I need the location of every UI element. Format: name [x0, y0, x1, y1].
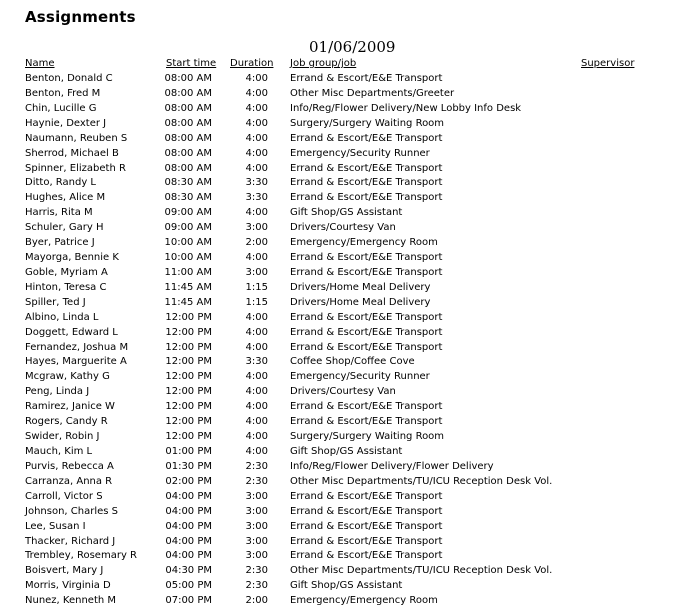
assignment-name: Sherrod, Michael B: [25, 147, 119, 159]
assignment-row: [0, 386, 699, 401]
assignment-name: Benton, Donald C: [25, 73, 113, 84]
assignment-job: Errand & Escort/E&E Transport: [290, 416, 443, 428]
assignment-start-time: 12:00 PM: [165, 386, 212, 398]
assignment-job: Errand & Escort/E&E Transport: [290, 490, 443, 502]
assignment-row: [0, 252, 699, 267]
assignment-row: [0, 103, 699, 118]
assignment-duration: 4:00: [245, 386, 268, 398]
assignment-start-time: 12:00 PM: [165, 356, 212, 368]
assignment-duration: 4:00: [245, 117, 268, 129]
assignment-duration: 4:00: [245, 431, 268, 443]
assignment-job: Surgery/Surgery Waiting Room: [290, 431, 445, 443]
assignment-job: Emergency/Emergency Room: [290, 237, 438, 249]
assignment-start-time: 08:00 AM: [164, 132, 212, 144]
assignment-duration: 3:00: [245, 550, 268, 562]
assignment-row: [0, 237, 699, 252]
assignment-row: [0, 356, 699, 371]
assignment-name: Ramirez, Janice W: [25, 401, 115, 413]
assignment-row: [0, 461, 699, 476]
assignment-start-time: 08:00 AM: [164, 73, 212, 84]
assignment-name: Naumann, Reuben S: [25, 132, 128, 144]
assignment-start-time: 04:30 PM: [165, 565, 212, 577]
assignment-row: [0, 580, 699, 595]
assignment-duration: 4:00: [245, 252, 268, 264]
assignment-name: Carranza, Anna R: [25, 475, 113, 487]
assignment-row: [0, 133, 699, 148]
assignment-duration: 4:00: [245, 147, 268, 159]
report-title: Assignments: [25, 8, 136, 26]
assignment-start-time: 12:00 PM: [165, 371, 212, 383]
assignment-row: [0, 88, 699, 103]
assignment-job: Emergency/Security Runner: [290, 371, 430, 383]
assignment-start-time: 08:00 AM: [164, 162, 212, 174]
assignment-job: Errand & Escort/E&E Transport: [290, 535, 443, 547]
assignment-duration: 1:15: [245, 281, 268, 293]
assignment-name: Goble, Myriam A: [25, 266, 108, 278]
assignment-name: Peng, Linda J: [25, 386, 90, 398]
assignment-name: Swider, Robin J: [25, 431, 100, 443]
assignment-start-time: 04:00 PM: [165, 505, 212, 517]
assignment-duration: 3:30: [245, 177, 268, 189]
assignment-name: Morris, Virginia D: [25, 580, 111, 592]
assignment-duration: 4:00: [245, 207, 268, 219]
assignment-start-time: 08:00 AM: [164, 102, 212, 114]
assignment-row: [0, 476, 699, 491]
assignment-row: [0, 312, 699, 327]
assignment-name: Spiller, Ted J: [25, 296, 86, 308]
assignment-name: Harris, Rita M: [25, 207, 93, 219]
assignment-name: Boisvert, Mary J: [25, 565, 104, 577]
assignment-name: Haynie, Dexter J: [25, 117, 107, 129]
assignment-row: [0, 207, 699, 222]
assignment-name: Lee, Susan I: [25, 520, 86, 532]
assignment-start-time: 12:00 PM: [165, 416, 212, 428]
assignment-duration: 2:00: [245, 237, 268, 249]
assignment-duration: 4:00: [245, 132, 268, 144]
assignment-job: Drivers/Courtesy Van: [290, 222, 396, 234]
assignment-name: Hughes, Alice M: [25, 192, 106, 204]
assignment-row: [0, 506, 699, 521]
assignment-start-time: 08:00 AM: [164, 147, 212, 159]
assignment-row: [0, 431, 699, 446]
assignment-job: Errand & Escort/E&E Transport: [290, 520, 443, 532]
assignment-name: Mayorga, Bennie K: [25, 252, 119, 264]
assignment-duration: 4:00: [245, 162, 268, 174]
assignment-duration: 3:00: [245, 266, 268, 278]
column-header-job[interactable]: Job group/job: [290, 58, 357, 69]
assignment-job: Errand & Escort/E&E Transport: [290, 177, 443, 189]
assignment-duration: 3:00: [245, 222, 268, 234]
assignment-duration: 4:00: [245, 73, 268, 84]
assignment-duration: 3:00: [245, 505, 268, 517]
assignment-name: Mcgraw, Kathy G: [25, 371, 110, 383]
assignment-job: Drivers/Home Meal Delivery: [290, 296, 431, 308]
assignment-duration: 2:30: [245, 460, 268, 472]
assignment-job: Other Misc Departments/Greeter: [290, 87, 455, 99]
assignment-job: Errand & Escort/E&E Transport: [290, 341, 443, 353]
assignment-job: Errand & Escort/E&E Transport: [290, 162, 443, 174]
assignment-name: Albino, Linda L: [25, 311, 99, 323]
assignment-duration: 4:00: [245, 341, 268, 353]
report-date: 01/06/2009: [309, 38, 396, 56]
assignment-job: Errand & Escort/E&E Transport: [290, 311, 443, 323]
assignment-job: Errand & Escort/E&E Transport: [290, 132, 443, 144]
assignment-row: [0, 192, 699, 207]
assignment-job: Surgery/Surgery Waiting Room: [290, 117, 445, 129]
assignment-row: [0, 342, 699, 357]
assignment-duration: 3:00: [245, 535, 268, 547]
assignment-job: Gift Shop/GS Assistant: [290, 580, 403, 592]
assignment-job: Gift Shop/GS Assistant: [290, 446, 403, 457]
assignment-name: Hayes, Marguerite A: [25, 356, 127, 368]
assignment-row: [0, 416, 699, 431]
assignment-start-time: 12:00 PM: [165, 311, 212, 323]
assignment-job: Errand & Escort/E&E Transport: [290, 550, 443, 562]
assignment-start-time: 04:00 PM: [165, 520, 212, 532]
assignment-job: Errand & Escort/E&E Transport: [290, 266, 443, 278]
assignment-job: Emergency/Emergency Room: [290, 595, 438, 607]
assignment-job: Errand & Escort/E&E Transport: [290, 252, 443, 264]
assignment-name: Mauch, Kim L: [25, 446, 93, 457]
assignment-name: Chin, Lucille G: [25, 102, 97, 114]
assignment-start-time: 01:00 PM: [165, 446, 212, 457]
assignment-duration: 2:30: [245, 475, 268, 487]
assignment-name: Benton, Fred M: [25, 87, 101, 99]
assignment-row: [0, 118, 699, 133]
assignment-duration: 4:00: [245, 371, 268, 383]
assignment-start-time: 08:30 AM: [164, 177, 212, 189]
assignment-name: Carroll, Victor S: [25, 490, 103, 502]
assignment-duration: 4:00: [245, 102, 268, 114]
assignment-start-time: 08:00 AM: [164, 117, 212, 129]
assignment-duration: 4:00: [245, 401, 268, 413]
assignment-job: Drivers/Courtesy Van: [290, 386, 396, 398]
assignment-duration: 3:30: [245, 356, 268, 368]
assignment-name: Hinton, Teresa C: [25, 281, 107, 293]
assignment-start-time: 11:45 AM: [164, 296, 212, 308]
assignment-start-time: 12:00 PM: [165, 431, 212, 443]
assignment-job: Errand & Escort/E&E Transport: [290, 505, 443, 517]
assignment-row: [0, 267, 699, 282]
assignment-duration: 3:00: [245, 520, 268, 532]
assignment-start-time: 08:30 AM: [164, 192, 212, 204]
assignment-job: Info/Reg/Flower Delivery/New Lobby Info Desk: [290, 102, 522, 114]
assignment-name: Rogers, Candy R: [25, 416, 108, 428]
assignment-start-time: 07:00 PM: [165, 595, 212, 607]
assignment-row: [0, 401, 699, 416]
assignment-start-time: 11:45 AM: [164, 281, 212, 293]
assignment-name: Fernandez, Joshua M: [25, 341, 129, 353]
assignment-row: [0, 297, 699, 312]
assignment-duration: 3:30: [245, 192, 268, 204]
assignment-job: Coffee Shop/Coffee Cove: [290, 356, 415, 368]
assignment-duration: 4:00: [245, 446, 268, 457]
assignment-row: [0, 595, 699, 610]
assignment-duration: 2:30: [245, 565, 268, 577]
assignment-name: Purvis, Rebecca A: [25, 460, 114, 472]
assignment-start-time: 08:00 AM: [164, 87, 212, 99]
assignment-job: Gift Shop/GS Assistant: [290, 207, 403, 219]
assignment-row: [0, 491, 699, 506]
assignment-job: Info/Reg/Flower Delivery/Flower Delivery: [290, 460, 494, 472]
assignment-start-time: 10:00 AM: [164, 237, 212, 249]
column-header-name[interactable]: Name: [25, 58, 55, 69]
assignment-row: [0, 282, 699, 297]
assignment-start-time: 04:00 PM: [165, 550, 212, 562]
assignment-job: Other Misc Departments/TU/ICU Reception Desk Vol.: [290, 475, 553, 487]
assignment-job: Errand & Escort/E&E Transport: [290, 73, 443, 84]
assignment-start-time: 02:00 PM: [165, 475, 212, 487]
assignment-row: [0, 371, 699, 386]
assignment-start-time: 09:00 AM: [164, 222, 212, 234]
assignment-name: Ditto, Randy L: [25, 177, 97, 189]
column-header-duration[interactable]: Duration: [230, 58, 274, 69]
assignment-start-time: 10:00 AM: [164, 252, 212, 264]
assignment-name: Schuler, Gary H: [25, 222, 104, 234]
assignment-name: Spinner, Elizabeth R: [25, 162, 126, 174]
assignment-start-time: 11:00 AM: [164, 266, 212, 278]
assignment-row: [0, 521, 699, 536]
assignment-row: [0, 73, 699, 88]
assignment-duration: 4:00: [245, 326, 268, 338]
assignment-start-time: 12:00 PM: [165, 401, 212, 413]
assignment-row: [0, 163, 699, 178]
assignment-job: Errand & Escort/E&E Transport: [290, 326, 443, 338]
assignment-start-time: 04:00 PM: [165, 490, 212, 502]
assignment-duration: 2:00: [245, 595, 268, 607]
column-header-supervisor[interactable]: Supervisor: [581, 58, 635, 69]
column-header-start-time[interactable]: Start time: [166, 58, 217, 69]
assignment-duration: 4:00: [245, 87, 268, 99]
assignment-duration: 4:00: [245, 416, 268, 428]
assignment-name: Trembley, Rosemary R: [25, 550, 137, 562]
assignment-name: Johnson, Charles S: [25, 505, 118, 517]
assignment-row: [0, 550, 699, 565]
assignment-name: Byer, Patrice J: [25, 237, 95, 249]
assignment-name: Thacker, Richard J: [25, 535, 116, 547]
assignment-row: [0, 327, 699, 342]
assignment-start-time: 05:00 PM: [165, 580, 212, 592]
assignment-row: [0, 446, 699, 461]
assignment-job: Emergency/Security Runner: [290, 147, 430, 159]
assignment-row: [0, 222, 699, 237]
assignment-row: [0, 565, 699, 580]
assignment-job: Drivers/Home Meal Delivery: [290, 281, 431, 293]
assignment-start-time: 12:00 PM: [165, 341, 212, 353]
assignment-duration: 4:00: [245, 311, 268, 323]
assignment-row: [0, 536, 699, 551]
assignment-name: Doggett, Edward L: [25, 326, 118, 338]
assignment-duration: 3:00: [245, 490, 268, 502]
assignment-duration: 1:15: [245, 296, 268, 308]
assignment-start-time: 04:00 PM: [165, 535, 212, 547]
assignment-duration: 2:30: [245, 580, 268, 592]
assignment-start-time: 01:30 PM: [165, 460, 212, 472]
assignment-start-time: 12:00 PM: [165, 326, 212, 338]
assignment-row: [0, 177, 699, 192]
assignment-job: Other Misc Departments/TU/ICU Reception Desk Vol.: [290, 565, 553, 577]
assignment-name: Nunez, Kenneth M: [25, 595, 117, 607]
assignment-job: Errand & Escort/E&E Transport: [290, 401, 443, 413]
assignment-job: Errand & Escort/E&E Transport: [290, 192, 443, 204]
assignment-start-time: 09:00 AM: [164, 207, 212, 219]
assignment-row: [0, 148, 699, 163]
